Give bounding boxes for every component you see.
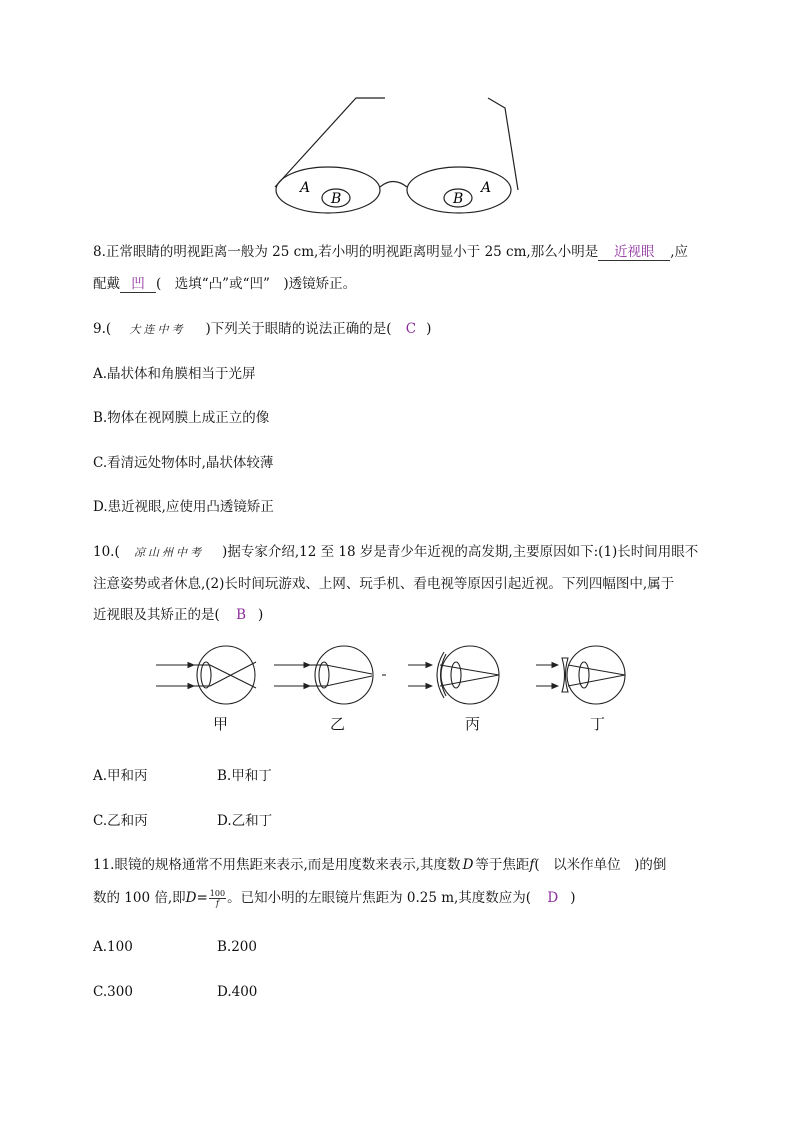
q11-fraction: $\frac{100}{f}$ [209, 889, 226, 908]
q10-option-d: D.乙和丁 [217, 813, 273, 829]
q9-option-b: B.物体在视网膜上成正立的像 [93, 410, 270, 426]
q11-option-d: D.400 [217, 984, 258, 1000]
eye-diagram-yi [274, 646, 386, 704]
figure-label-yi: 乙 [330, 715, 346, 733]
q10-stem-line1: 10.( 凉山州中考 )据专家介绍,12 至 18 岁是青少年近视的高发期,主要原因如下:(1)长时间用眼不 [93, 544, 699, 560]
q11-stem-line1: 11.眼镜的规格通常不用焦距来表示,而是用度数来表示,其度数 D 等于焦距f( 以米作单位 )的倒 [93, 857, 667, 873]
q8-answer-blank2: 凹 [120, 277, 156, 293]
q10-answer: B [236, 607, 246, 623]
q8-line1 [93, 240, 688, 261]
figure-label-bing: 丙 [465, 715, 481, 733]
q8-text2: ,应 [670, 244, 689, 260]
q9-option-a: A.晶状体和角膜相当于光屏 [93, 366, 256, 382]
q9-answer: C [405, 321, 417, 337]
q11-stem-line2: 数的 100 倍,即D= $\frac{100}{f}$ 。已知小明的左眼镜片焦距为 0.25 m,其度数应为( D ) [93, 889, 576, 908]
q11-answer: D [547, 890, 559, 906]
eye-diagrams [150, 640, 650, 710]
eye-diagram-bing [408, 646, 499, 704]
q9-option-d: D.患近视眼,应使用凸透镜矫正 [93, 499, 274, 515]
q10-source: 凉山州中考 [134, 546, 205, 559]
q11-var-d: D [462, 857, 474, 873]
q11-option-c: C.300 [93, 984, 133, 1000]
q8-text4: ( 选填“凸”或“凹” )透镜矫正。 [156, 276, 357, 292]
q9-option-c: C.看清远处物体时,晶状体较薄 [93, 455, 274, 471]
q10-option-b: B.甲和丁 [217, 768, 272, 784]
q10-option-c: C.乙和丙 [93, 813, 148, 829]
q8-answer-blank1: 近视眼 [598, 245, 670, 261]
glasses-label-a-right: A [481, 180, 492, 196]
q10-stem-line3: 近视眼及其矫正的是( B ) [93, 607, 264, 623]
glasses-label-b-right: B [453, 191, 464, 207]
q11-var-f: f [529, 857, 535, 873]
q9-source: 大连中考 [129, 323, 186, 336]
glasses-figure [270, 92, 530, 222]
glasses-label-b-left: B [331, 191, 342, 207]
q9-stem: 9.( 大连中考 )下列关于眼睛的说法正确的是( C ) [93, 321, 432, 337]
q8-line2 [93, 272, 356, 293]
q10-stem-line2: 注意姿势或者休息,(2)长时间玩游戏、上网、玩手机、看电视等原因引起近视。下列四幅图中,属于 [93, 576, 675, 592]
glasses-label-a-left: A [300, 180, 311, 196]
q11-option-a: A.100 [93, 939, 133, 955]
figure-label-ding: 丁 [590, 715, 606, 733]
eye-diagram-jia [156, 646, 256, 704]
figure-label-jia: 甲 [213, 715, 229, 733]
q11-option-b: B.200 [217, 939, 257, 955]
eye-diagram-ding [536, 646, 625, 704]
q10-option-a: A.甲和丙 [93, 768, 148, 784]
q8-text3: 配戴 [93, 276, 120, 292]
q8-text1: 8.正常眼睛的明视距离一般为 25 cm,若小明的明视距离明显小于 25 cm,那么小明是 [93, 244, 599, 260]
